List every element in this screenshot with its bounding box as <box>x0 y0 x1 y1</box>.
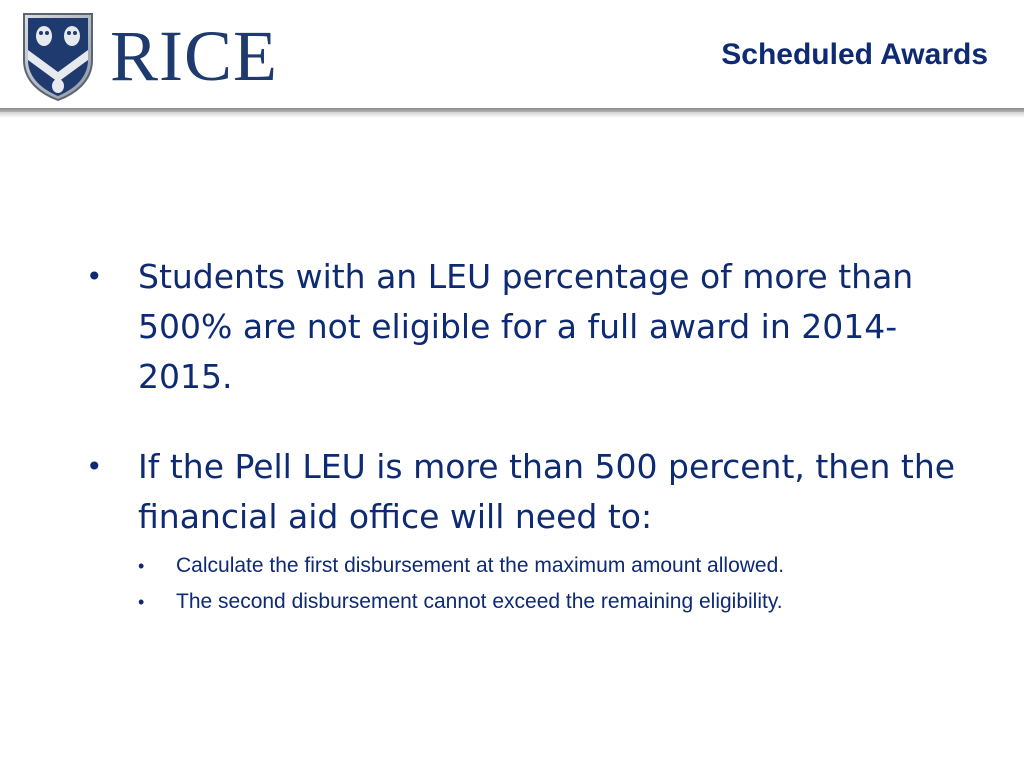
bullet-text: Students with an LEU percentage of more than 500% are not eligible for a full award in 2014-2015. <box>138 257 914 396</box>
bullet-dot-icon: • <box>86 260 103 293</box>
sub-bullet-item <box>138 548 966 584</box>
slide-header <box>0 0 1024 110</box>
sub-bullet-item <box>138 584 966 620</box>
rice-shield-icon <box>20 10 96 102</box>
bullet-item <box>86 442 966 542</box>
sub-bullet-text: Calculate the first disbursement at the maximum amount allowed. <box>176 554 785 577</box>
bullet-text: If the Pell LEU is more than 500 percent, then the financial aid office will need to: <box>138 447 956 536</box>
slide-title: Scheduled Awards <box>721 38 988 71</box>
sub-bullet-text: The second disbursement cannot exceed the remaining eligibility. <box>176 590 783 613</box>
header-shadow <box>0 112 1024 118</box>
rice-logo-wordmark: RICE <box>110 16 279 96</box>
bullet-dot-icon: • <box>86 450 103 483</box>
slide-body <box>86 252 966 620</box>
bullet-item <box>86 252 966 402</box>
bullet-dot-icon: • <box>138 592 145 612</box>
bullet-dot-icon: • <box>138 556 145 576</box>
sub-bullet-list <box>86 548 966 620</box>
